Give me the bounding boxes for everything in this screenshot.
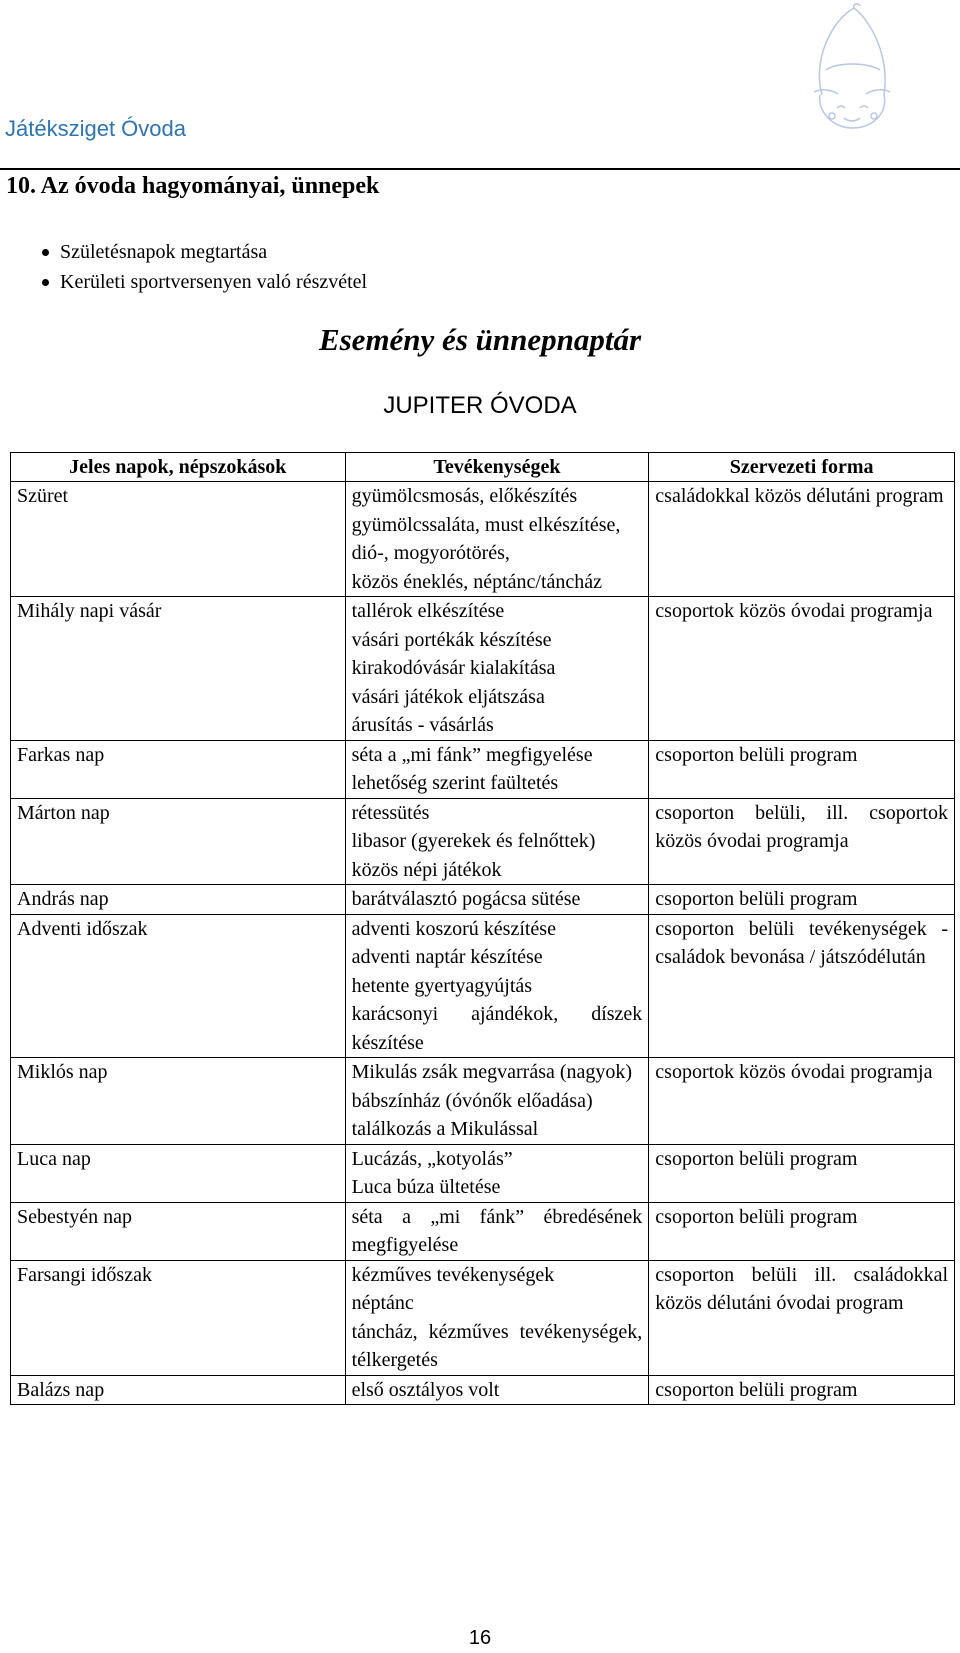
organization-form-cell: [649, 798, 955, 885]
activities-cell: [345, 740, 649, 798]
event-name-cell: András nap: [11, 885, 346, 915]
activity-item: árusítás - vásárlás: [351, 714, 494, 736]
activities-cell: [345, 1144, 649, 1202]
activity-item: barátválasztó pogácsa sütése: [351, 888, 581, 910]
activity-item: kirakodóvásár kialakítása: [351, 657, 556, 679]
table-row: [11, 885, 955, 915]
activity-item: első osztályos volt: [351, 1378, 500, 1401]
activity-item: hetente gyertyagyújtás: [351, 974, 533, 997]
table-row: [11, 482, 955, 597]
activity-item: vásári portékák készítése: [351, 628, 552, 651]
organization-form-cell: [649, 1260, 955, 1375]
activity-item: táncház, kézműves tevékenységek, télkergetés: [351, 1320, 643, 1371]
activities-cell: [345, 885, 649, 915]
organization-form-cell: [649, 1202, 955, 1260]
organization-form-text: csoportok közös óvodai programja: [655, 600, 933, 622]
activities-cell: [345, 1058, 649, 1145]
activities-cell: [345, 1260, 649, 1375]
event-name-cell: Balázs nap: [11, 1375, 346, 1405]
table-row: [11, 597, 955, 741]
activity-item: Mikulás zsák megvarrása (nagyok): [351, 1061, 633, 1083]
activities-cell: [345, 1375, 649, 1405]
bullet-list: [38, 237, 367, 297]
calendar-subtitle: JUPITER ÓVODA: [383, 392, 577, 419]
activities-cell: [345, 914, 649, 1058]
table-row: [11, 914, 955, 1058]
organization-form-cell: [649, 914, 955, 1058]
column-header: Tevékenységek: [345, 453, 649, 482]
kindergarten-logo-icon: [792, 0, 912, 140]
activity-item: kézműves tevékenységek: [351, 1263, 555, 1286]
organization-form-cell: [649, 740, 955, 798]
calendar-title: Esemény és ünnepnaptár: [318, 322, 642, 357]
activity-item: libasor (gyerekek és felnőttek): [351, 830, 596, 852]
organization-form-cell: [649, 482, 955, 597]
organization-form-text: csoporton belüli tevékenységek - családok bevonása / játszódélután: [655, 917, 948, 968]
activities-cell: [345, 482, 649, 597]
organization-form-cell: [649, 1375, 955, 1405]
list-item: Kerületi sportversenyen való részvétel: [38, 267, 367, 297]
event-name-cell: Szüret: [11, 482, 346, 597]
event-name-cell: Miklós nap: [11, 1058, 346, 1145]
activity-item: dió-, mogyorótörés,: [351, 542, 510, 564]
activity-item: séta a „mi fánk” ébredésének megfigyelése: [351, 1205, 643, 1256]
event-calendar-table: [10, 452, 955, 1405]
table-row: [11, 1202, 955, 1260]
activity-item: adventi koszorú készítése: [351, 917, 556, 940]
organization-form-text: családokkal közös délutáni program: [655, 485, 944, 507]
organization-form-text: csoporton belüli program: [655, 1147, 858, 1170]
table-row: [11, 1058, 955, 1145]
activity-item: adventi naptár készítése: [351, 946, 543, 968]
event-name-cell: Márton nap: [11, 798, 346, 885]
column-header: Jeles napok, népszokások: [11, 453, 346, 482]
table-row: [11, 1144, 955, 1202]
activity-item: vásári játékok eljátszása: [351, 685, 545, 708]
organization-form-cell: [649, 885, 955, 915]
organization-form-cell: [649, 1144, 955, 1202]
activity-item: séta a „mi fánk” megfigyelése: [351, 743, 593, 766]
activity-item: találkozás a Mikulással: [351, 1118, 539, 1140]
table-row: [11, 798, 955, 885]
organization-form-text: csoporton belüli, ill. csoportok közös óvodai programja: [655, 801, 948, 852]
event-name-cell: Luca nap: [11, 1144, 346, 1202]
organization-form-cell: [649, 1058, 955, 1145]
event-name-cell: Sebestyén nap: [11, 1202, 346, 1260]
activity-item: néptánc: [351, 1292, 414, 1314]
activity-item: Lucázás, „kotyolás”: [351, 1147, 513, 1170]
list-item: Születésnapok megtartása: [38, 237, 367, 267]
event-name-cell: Mihály napi vásár: [11, 597, 346, 741]
activity-item: rétessütés: [351, 801, 430, 824]
organization-form-text: csoporton belüli program: [655, 888, 858, 910]
activity-item: lehetőség szerint faültetés: [351, 772, 559, 794]
activity-item: Luca búza ültetése: [351, 1176, 501, 1198]
organization-form-text: csoportok közös óvodai programja: [655, 1061, 933, 1083]
activity-item: tallérok elkészítése: [351, 600, 505, 622]
activity-item: gyümölcssaláta, must elkészítése,: [351, 513, 621, 536]
activity-item: közös éneklés, néptánc/táncház: [351, 570, 603, 593]
section-title: 10. Az óvoda hagyományai, ünnepek: [6, 173, 380, 199]
organization-form-cell: [649, 597, 955, 741]
activity-item: bábszínház (óvónők előadása): [351, 1089, 593, 1112]
table-row: [11, 1260, 955, 1375]
table-header-row: [11, 453, 955, 482]
activity-item: közös népi játékok: [351, 858, 502, 881]
activity-item: gyümölcsmosás, előkészítés: [351, 485, 578, 507]
table-row: [11, 740, 955, 798]
organization-form-text: csoporton belüli ill. családokkal közös délutáni óvodai program: [655, 1263, 948, 1314]
activity-item: karácsonyi ajándékok, díszek készítése: [351, 1003, 643, 1054]
activities-cell: [345, 798, 649, 885]
organization-form-text: csoporton belüli program: [655, 743, 858, 766]
page-number: 16: [468, 1627, 492, 1649]
header-rule: [0, 168, 960, 170]
organization-name: Játéksziget Óvoda: [5, 116, 186, 141]
activities-cell: [345, 1202, 649, 1260]
event-name-cell: Adventi időszak: [11, 914, 346, 1058]
table-row: [11, 1375, 955, 1405]
event-name-cell: Farsangi időszak: [11, 1260, 346, 1375]
event-name-cell: Farkas nap: [11, 740, 346, 798]
activities-cell: [345, 597, 649, 741]
column-header: Szervezeti forma: [649, 453, 955, 482]
organization-form-text: csoporton belüli program: [655, 1378, 858, 1401]
organization-form-text: csoporton belüli program: [655, 1205, 858, 1228]
